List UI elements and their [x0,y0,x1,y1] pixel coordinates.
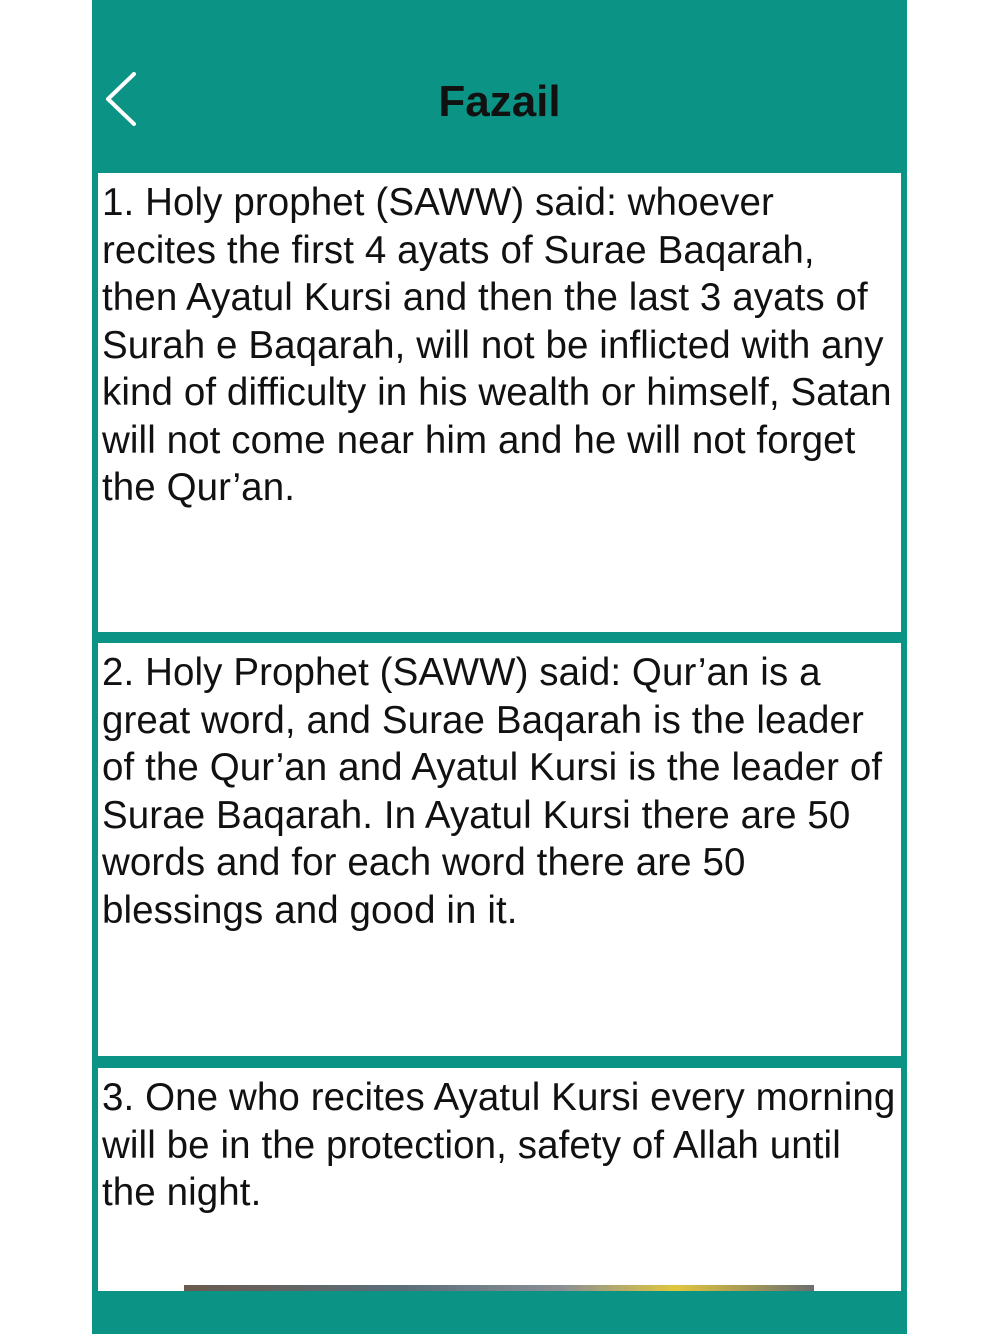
navigation-bar [92,0,907,170]
fazail-card [98,1068,901,1291]
fazail-text: 1. Holy prophet (SAWW) said: whoever recites the first 4 ayats of Surae Baqarah, then Ayatul Kursi and then the last 3 ayats of Surah e Baqarah, will not be inflicted with any kind of difficulty in his wealth or himself, Satan will not come near him and he will not forget the Qur’an. [102,181,892,509]
app-screen [92,0,907,1334]
fazail-text: 2. Holy Prophet (SAWW) said: Qur’an is a great word, and Surae Baqarah is the leader of the Qur’an and Ayatul Kursi is the leader of Surae Baqarah. In Ayatul Kursi there are 50 words and for each word there are 50 blessings and good in it. [102,651,883,932]
fazail-text: 3. One who recites Ayatul Kursi every morning will be in the protection, safety of Allah until the night. [102,1076,896,1214]
fazail-card [98,173,901,632]
bottom-bar [92,1291,907,1334]
page-title: Fazail [438,77,561,126]
fazail-card [98,643,901,1056]
